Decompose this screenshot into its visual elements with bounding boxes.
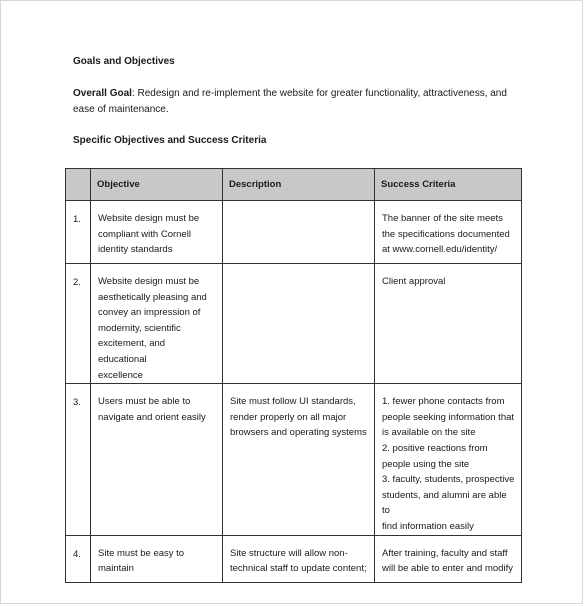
overall-goal-paragraph xyxy=(73,86,523,118)
description-text: Site structure will allow non- technical staff to update content; xyxy=(230,547,367,575)
criteria-cell xyxy=(375,264,522,384)
header-success-criteria: Success Criteria xyxy=(375,169,522,201)
table-row xyxy=(66,384,522,535)
row-number: 4. xyxy=(73,548,81,560)
objective-cell xyxy=(91,201,223,264)
table-row xyxy=(66,201,522,264)
criteria-text: After training, faculty and staff will be able to enter and modify xyxy=(382,547,513,575)
description-text xyxy=(223,264,374,274)
table-row xyxy=(66,264,522,384)
row-number: 1. xyxy=(73,214,81,225)
table-row xyxy=(66,535,522,582)
header-objective: Objective xyxy=(91,169,223,201)
row-number-cell xyxy=(66,384,91,535)
objective-text: Site must be easy to maintain xyxy=(98,547,185,575)
row-number: 3. xyxy=(73,397,81,409)
objectives-table xyxy=(65,168,522,583)
description-cell xyxy=(223,535,375,582)
criteria-text: Client approval xyxy=(382,276,446,287)
page-heading: Goals and Objectives xyxy=(73,56,175,67)
header-number xyxy=(66,169,91,201)
description-cell xyxy=(223,384,375,535)
objective-text: Website design must be compliant with Cornell identity standards xyxy=(98,213,200,256)
overall-goal-text: : Redesign and re-implement the website for greater functionality, attractiveness, and ease of maintenance. xyxy=(73,88,507,115)
overall-goal-label: Overall Goal xyxy=(73,88,132,99)
description-cell xyxy=(223,201,375,264)
criteria-text: 1. fewer phone contacts from people seeking information that is available on the site 2. positive reactions from people using the site 3. faculty, students, prospective students, and alumni are able to find information easily xyxy=(382,396,515,532)
objectives-subheading: Specific Objectives and Success Criteria xyxy=(73,135,267,146)
criteria-cell xyxy=(375,535,522,582)
table-header-row xyxy=(66,169,522,201)
row-number: 2. xyxy=(73,277,81,288)
objective-text: Website design must be aesthetically pleasing and convey an impression of modernity, scientific excitement, and educational excellence xyxy=(98,276,207,381)
row-number-cell xyxy=(66,264,91,384)
criteria-cell xyxy=(375,201,522,264)
row-number-cell xyxy=(66,535,91,582)
criteria-text: The banner of the site meets the specifications documented at www.cornell.edu/identity/ xyxy=(382,213,510,256)
criteria-cell xyxy=(375,384,522,535)
description-text: Site must follow UI standards, render properly on all major browsers and operating systems xyxy=(230,396,367,439)
objective-cell xyxy=(91,384,223,535)
objective-text: Users must be able to navigate and orient easily xyxy=(98,396,206,423)
objective-cell xyxy=(91,535,223,582)
header-description: Description xyxy=(223,169,375,201)
row-number-cell xyxy=(66,201,91,264)
description-text xyxy=(223,201,374,211)
objective-cell xyxy=(91,264,223,384)
description-cell xyxy=(223,264,375,384)
